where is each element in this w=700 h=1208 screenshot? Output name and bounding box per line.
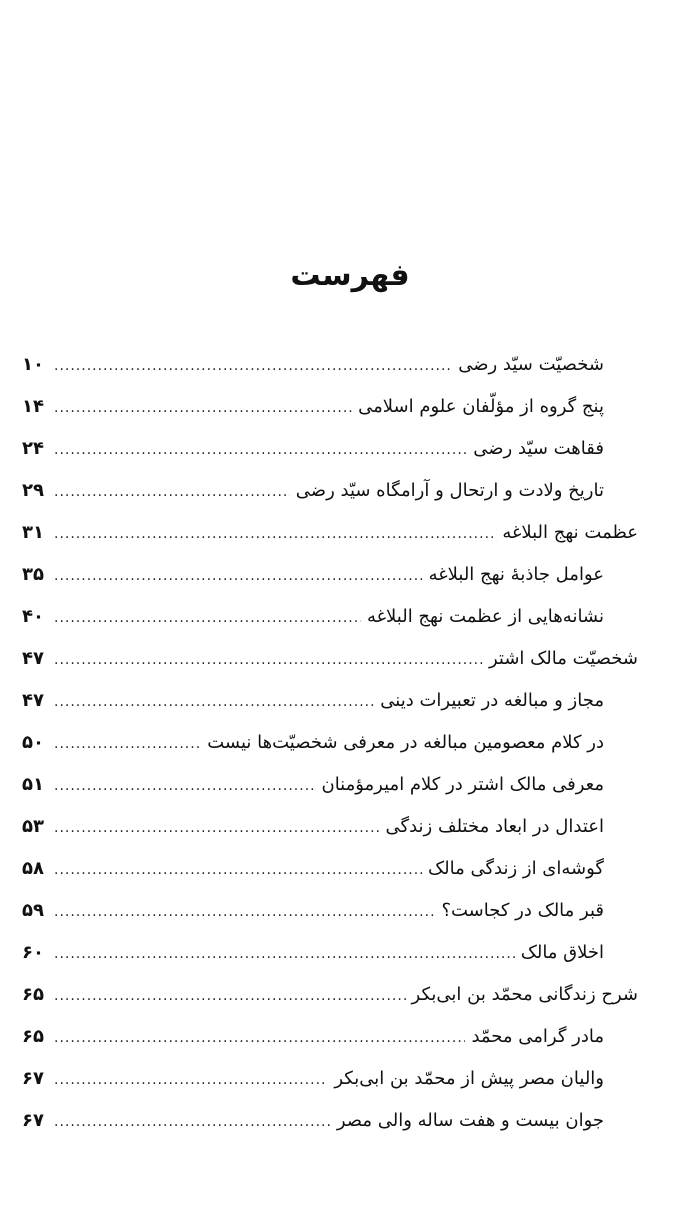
toc-entry: [22, 890, 638, 932]
dot-leader: [54, 765, 315, 807]
toc-section-entry: [22, 974, 638, 1016]
toc-entry: [22, 806, 638, 848]
toc-entry-title: شخصیّت مالک اشتر: [488, 648, 638, 669]
dot-leader: [54, 639, 483, 681]
toc-page-number: ۵۳: [22, 816, 44, 837]
toc-entry: [22, 1016, 638, 1058]
toc-entry-title: پنج گروه از مؤلّفان علوم اسلامی: [358, 396, 604, 417]
toc-entry-title: گوشه‌ای از زندگی مالک: [428, 858, 604, 879]
toc-entry-title: اخلاق مالک: [520, 942, 604, 963]
toc-page-number: ۲۴: [22, 438, 44, 459]
toc-page-number: ۴۰: [22, 606, 44, 627]
toc-page-number: ۶۷: [22, 1110, 44, 1131]
toc-entry-title: قبر مالک در کجاست؟: [441, 900, 604, 921]
toc-entry-title: مجاز و مبالغه در تعبیرات دینی: [380, 690, 604, 711]
toc-entry: [22, 470, 638, 512]
toc-entry: [22, 722, 638, 764]
toc-entry-title: اعتدال در ابعاد مختلف زندگی: [385, 816, 604, 837]
toc-page-number: ۴۷: [22, 690, 44, 711]
toc-page-number: ۵۱: [22, 774, 44, 795]
dot-leader: [54, 1059, 328, 1101]
toc-page-number: ۱۴: [22, 396, 44, 417]
toc-entry: [22, 344, 638, 386]
dot-leader: [54, 471, 290, 513]
toc-page-number: ۵۸: [22, 858, 44, 879]
toc-section-entry: [22, 512, 638, 554]
toc-entry: [22, 848, 638, 890]
toc-entry: [22, 764, 638, 806]
dot-leader: [54, 555, 423, 597]
toc-entry-title: جوان بیست و هفت ساله والی مصر: [336, 1110, 604, 1131]
toc-page-number: ۶۰: [22, 942, 44, 963]
toc-page-number: ۳۵: [22, 564, 44, 585]
toc-page-number: ۶۵: [22, 984, 44, 1005]
toc-page-number: ۴۷: [22, 648, 44, 669]
toc-entry: [22, 386, 638, 428]
toc-entry-title: در کلام معصومین مبالغه در معرفی شخصیّت‌ها نیست: [207, 732, 604, 753]
toc-entry-title: مادر گرامی محمّد: [471, 1026, 604, 1047]
toc-page-number: ۵۹: [22, 900, 44, 921]
toc-page-number: ۶۷: [22, 1068, 44, 1089]
dot-leader: [54, 387, 352, 429]
toc-page-number: ۶۵: [22, 1026, 44, 1047]
toc-entry-title: شرح زندگانی محمّد بن ابی‌بکر: [411, 984, 638, 1005]
toc-page-number: ۵۰: [22, 732, 44, 753]
dot-leader: [54, 891, 435, 933]
toc-page-number: ۲۹: [22, 480, 44, 501]
toc-entry: [22, 932, 638, 974]
dot-leader: [54, 975, 406, 1017]
toc-page-number: ۱۰: [22, 354, 44, 375]
toc-entry: [22, 554, 638, 596]
dot-leader: [54, 513, 496, 555]
toc-entry-title: عظمت نهج البلاغه: [502, 522, 638, 543]
toc-entry-title: نشانه‌هایی از عظمت نهج البلاغه: [366, 606, 604, 627]
toc-page-number: ۳۱: [22, 522, 44, 543]
toc-entry-title: عوامل جاذبهٔ نهج البلاغه: [428, 564, 604, 585]
toc-entry-title: شخصیّت سیّد رضی: [458, 354, 604, 375]
dot-leader: [54, 849, 422, 891]
toc-entry: [22, 1100, 638, 1142]
toc-entry: [22, 428, 638, 470]
toc-list: [22, 344, 638, 1142]
page-title: فهرست: [290, 258, 410, 293]
toc-section-entry: [22, 638, 638, 680]
dot-leader: [54, 723, 201, 765]
dot-leader: [54, 681, 374, 723]
toc-entry-title: فقاهت سیّد رضی: [473, 438, 604, 459]
toc-entry-title: معرفی مالک اشتر در کلام امیرمؤمنان: [321, 774, 604, 795]
dot-leader: [54, 345, 452, 387]
dot-leader: [54, 807, 380, 849]
toc-entry-title: والیان مصر پیش از محمّد بن ابی‌بکر: [334, 1068, 604, 1089]
toc-entry: [22, 680, 638, 722]
dot-leader: [54, 597, 361, 639]
toc-entry: [22, 1058, 638, 1100]
dot-leader: [54, 1017, 465, 1059]
dot-leader: [54, 933, 515, 975]
dot-leader: [54, 429, 467, 471]
toc-entry-title: تاریخ ولادت و ارتحال و آرامگاه سیّد رضی: [295, 480, 604, 501]
dot-leader: [54, 1101, 331, 1143]
toc-entry: [22, 596, 638, 638]
